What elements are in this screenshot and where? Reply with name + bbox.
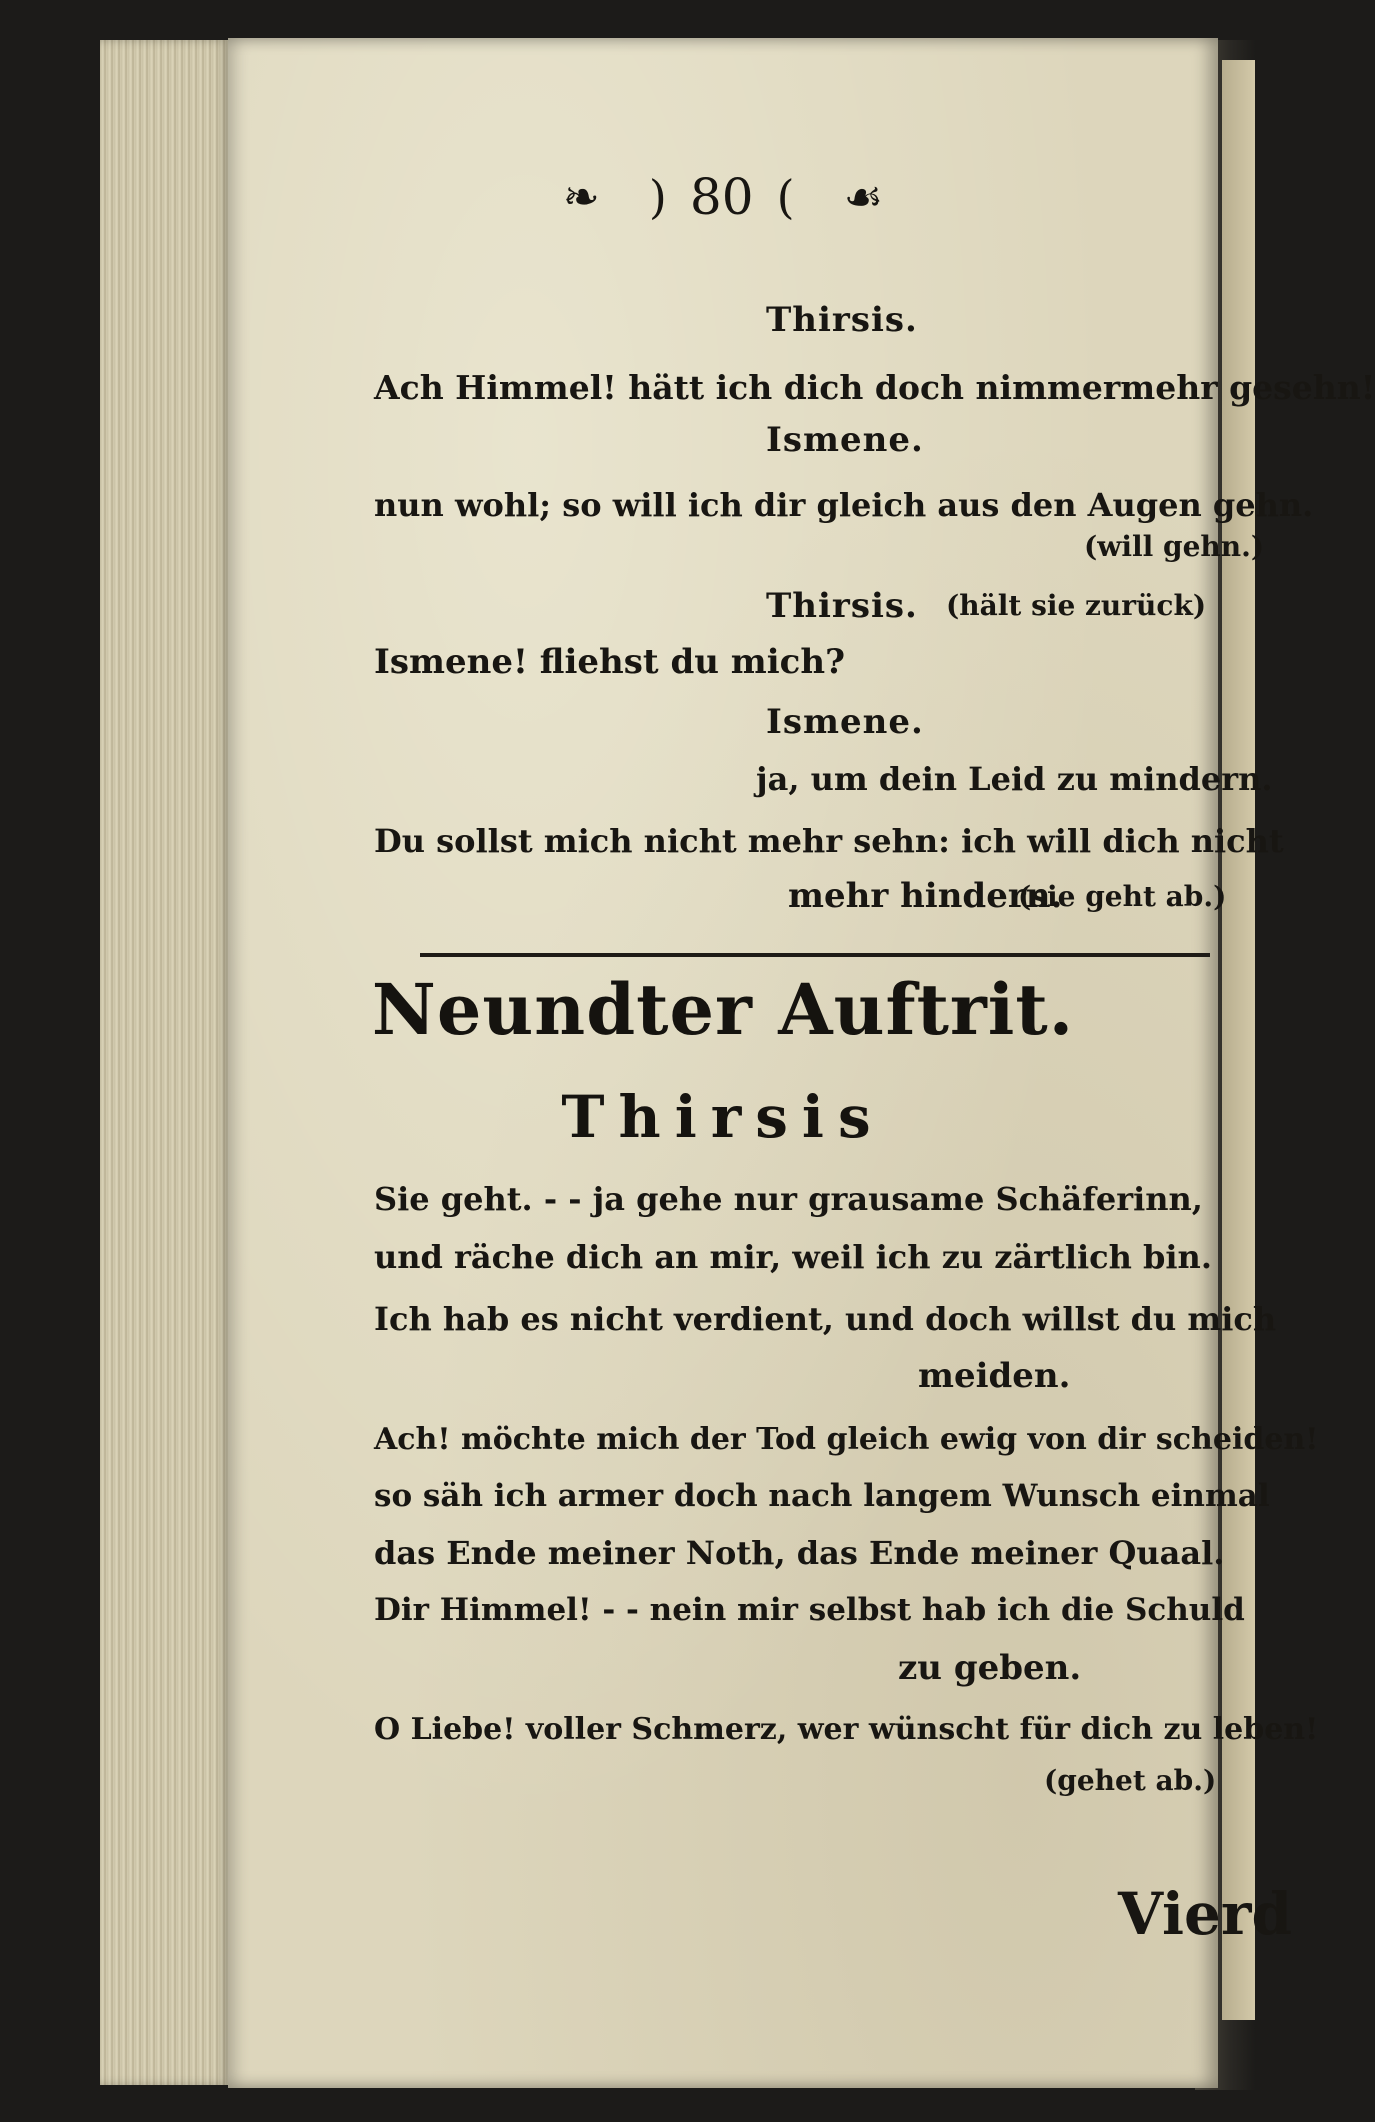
verse-line: Ismene! fliehst du mich?: [374, 642, 846, 682]
verse-line: Ich hab es nicht verdient, und doch willst du mich: [374, 1300, 1277, 1338]
catchword: Vierd: [1118, 1880, 1293, 1948]
verse-line: nun wohl; so will ich dir gleich aus den Augen gehn.: [374, 486, 1314, 524]
page-number: 80: [689, 168, 754, 226]
stage-direction: (gehet ab.): [1044, 1764, 1217, 1797]
stage-direction: (hält sie zurück): [946, 589, 1207, 622]
verse-line: Dir Himmel! - - nein mir selbst hab ich die Schuld: [374, 1592, 1245, 1628]
scene-title: Neundter Auftrit.: [371, 968, 1075, 1051]
verse-line: Du sollst mich nicht mehr sehn: ich will dich nicht: [374, 822, 1284, 860]
speaker-name: Thirsis.: [766, 586, 918, 626]
verse-line: meiden.: [918, 1356, 1071, 1396]
verse-line: mehr hindern.: [788, 876, 1063, 916]
verse-line: Ach Himmel! hätt ich dich doch nimmermehr gesehn!: [374, 368, 1375, 407]
header-right-paren: (: [776, 170, 795, 224]
ornament-right-icon: ☙: [843, 171, 884, 223]
verse-line: und räche dich an mir, weil ich zu zärtlich bin.: [374, 1238, 1212, 1276]
stage-direction: (sie geht ab.): [1018, 880, 1227, 913]
header-left-paren: ): [648, 170, 667, 224]
speaker-name: Thirsis.: [766, 300, 918, 340]
scene-divider-rule: [420, 953, 1210, 957]
page-header: [228, 168, 1218, 226]
stage-direction: (will gehn.): [1084, 530, 1265, 563]
verse-line: das Ende meiner Noth, das Ende meiner Quaal.: [374, 1534, 1225, 1572]
verse-line: O Liebe! voller Schmerz, wer wünscht für dich zu leben!: [374, 1712, 1319, 1747]
scene-speaker: Thirsis: [561, 1083, 885, 1151]
book-page-edges: [100, 40, 230, 2085]
speaker-name: Ismene.: [766, 420, 924, 460]
ornament-left-icon: ❧: [562, 171, 600, 223]
verse-line: ja, um dein Leid zu mindern.: [756, 760, 1273, 798]
verse-line: Sie geht. - - ja gehe nur grausame Schäferinn,: [374, 1180, 1203, 1218]
book-page: [228, 38, 1375, 2088]
verse-line: zu geben.: [898, 1648, 1082, 1688]
verse-line: so säh ich armer doch nach langem Wunsch einmal: [374, 1478, 1270, 1514]
verse-line: Ach! möchte mich der Tod gleich ewig von dir scheiden!: [374, 1422, 1319, 1457]
speaker-name: Ismene.: [766, 702, 924, 742]
